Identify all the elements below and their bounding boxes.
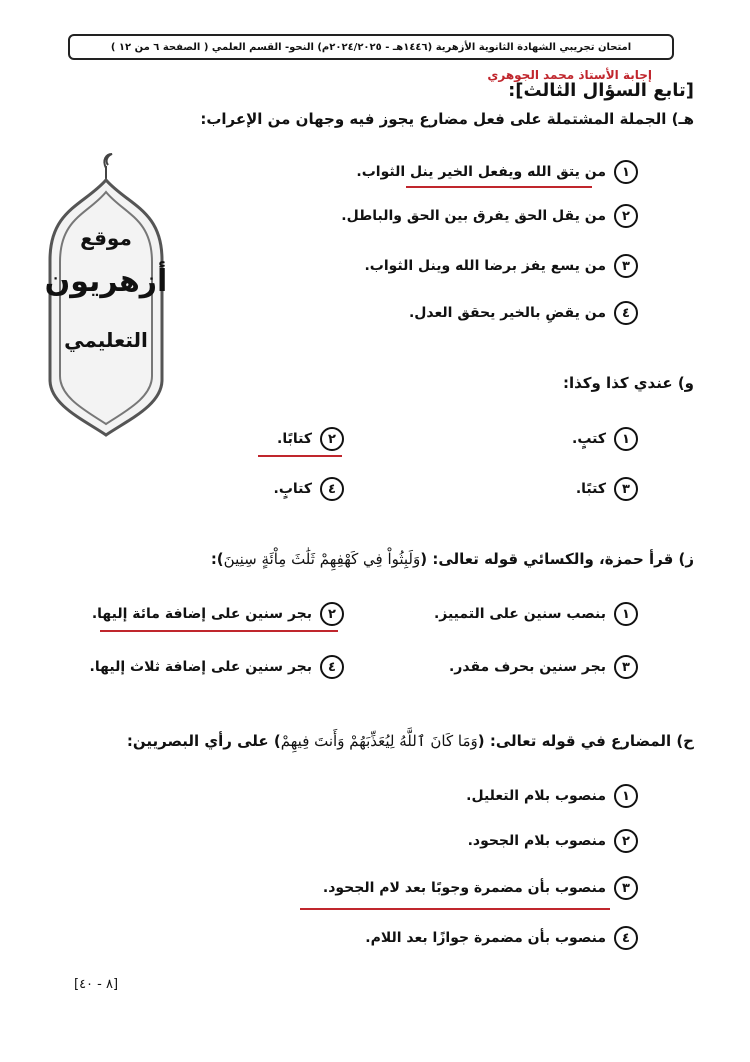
option-ha-2 — [468, 829, 638, 853]
option-ha-3 — [323, 876, 638, 900]
option-h-3 — [364, 254, 638, 278]
option-number: ٢ — [614, 204, 638, 228]
option-text: كتابًا. — [277, 431, 312, 447]
correct-answer-underline — [258, 455, 342, 457]
option-number: ٢ — [320, 602, 344, 626]
quran-verse: وَمَا كَانَ ٱللَّهُ لِيُعَذِّبَهُمْ وَأَنتَ فِيهِمْ — [280, 732, 478, 750]
correct-answer-underline — [406, 186, 592, 188]
option-h-4 — [409, 301, 638, 325]
logo-line3: التعليمي — [64, 328, 148, 352]
option-w-1 — [572, 427, 638, 451]
option-number: ١ — [614, 160, 638, 184]
option-text: بجر سنين بحرف مقدر. — [448, 659, 606, 675]
option-number: ٣ — [614, 876, 638, 900]
option-text: منصوب بأن مضمرة جوازًا بعد اللام. — [365, 930, 606, 946]
option-number: ٣ — [614, 655, 638, 679]
option-number: ٤ — [320, 655, 344, 679]
question-z-close: ): — [210, 550, 224, 568]
section-title: [تابع السؤال الثالث]: — [508, 80, 694, 101]
correct-answer-underline — [100, 630, 338, 632]
option-number: ٢ — [320, 427, 344, 451]
quran-verse: وَلَبِثُواْ فِي كَهْفِهِمْ ثَلَٰثَ مِاْئَةٍ سِنِينَ — [223, 550, 421, 568]
logo-line1: موقع — [80, 226, 132, 250]
option-text: كتبٍ. — [572, 431, 606, 447]
option-w-2 — [277, 427, 344, 451]
option-number: ٤ — [614, 926, 638, 950]
option-ha-1 — [466, 784, 638, 808]
option-w-4 — [274, 477, 345, 501]
question-z-text: ز) قرأ حمزة، والكسائي قوله تعالى: ( — [420, 550, 694, 568]
page-number: [٨ - ٤٠] — [74, 977, 119, 992]
option-text: بجر سنين على إضافة مائة إليها. — [91, 606, 312, 622]
option-text: من يسع يفز برضا الله وينل الثواب. — [364, 258, 606, 274]
question-ha-close: ) على رأي البصريين: — [126, 732, 281, 750]
site-logo — [44, 150, 168, 440]
option-text: من يقضِ بالخير يحقق العدل. — [408, 305, 606, 321]
option-ha-4 — [365, 926, 638, 950]
question-ha-text: ح) المضارع في قوله تعالى: ( — [477, 732, 694, 750]
logo-line2: أزهريون — [44, 264, 168, 299]
exam-header-text: امتحان تجريبي الشهادة الثانوية الأزهرية (١٤٤٦هـ - ٢٠٢٤/٢٠٢٥م) النحو- القسم العلمي ( الصفحة ٦ من ١٢ ) — [110, 41, 632, 53]
option-w-3 — [576, 477, 638, 501]
option-number: ١ — [614, 784, 638, 808]
option-text: من يتق الله ويفعل الخير ينل الثواب. — [356, 164, 606, 180]
option-number: ٤ — [614, 301, 638, 325]
option-text: من يقل الحق يفرق بين الحق والباطل. — [341, 208, 606, 224]
question-ha — [127, 732, 694, 750]
option-number: ٣ — [614, 254, 638, 278]
option-h-2 — [341, 204, 638, 228]
answer-author: إجابة الأستاذ محمد الجوهري — [487, 68, 652, 82]
option-text: منصوب بأن مضمرة وجوبًا بعد لام الجحود. — [322, 880, 606, 896]
option-text: بنصب سنين على التمييز. — [433, 606, 606, 622]
exam-header — [68, 34, 674, 60]
option-text: بجر سنين على إضافة ثلاث إليها. — [89, 659, 312, 675]
option-number: ١ — [614, 602, 638, 626]
option-number: ٣ — [614, 477, 638, 501]
option-number: ١ — [614, 427, 638, 451]
question-z — [211, 550, 694, 568]
option-number: ٢ — [614, 829, 638, 853]
option-z-3 — [449, 655, 638, 679]
option-h-1 — [356, 160, 638, 184]
option-text: كتابٍ. — [273, 481, 312, 497]
question-h: هـ) الجملة المشتملة على فعل مضارع يجوز فيه وجهان من الإعراب: — [200, 110, 694, 128]
correct-answer-underline — [300, 908, 610, 910]
option-z-1 — [434, 602, 638, 626]
option-z-2 — [92, 602, 344, 626]
question-w: و) عندي كذا وكذا: — [562, 374, 694, 392]
option-text: منصوب بلام التعليل. — [466, 788, 606, 804]
option-z-4 — [90, 655, 344, 679]
option-text: منصوب بلام الجحود. — [467, 833, 606, 849]
option-number: ٤ — [320, 477, 344, 501]
option-text: كتبًا. — [575, 481, 606, 497]
